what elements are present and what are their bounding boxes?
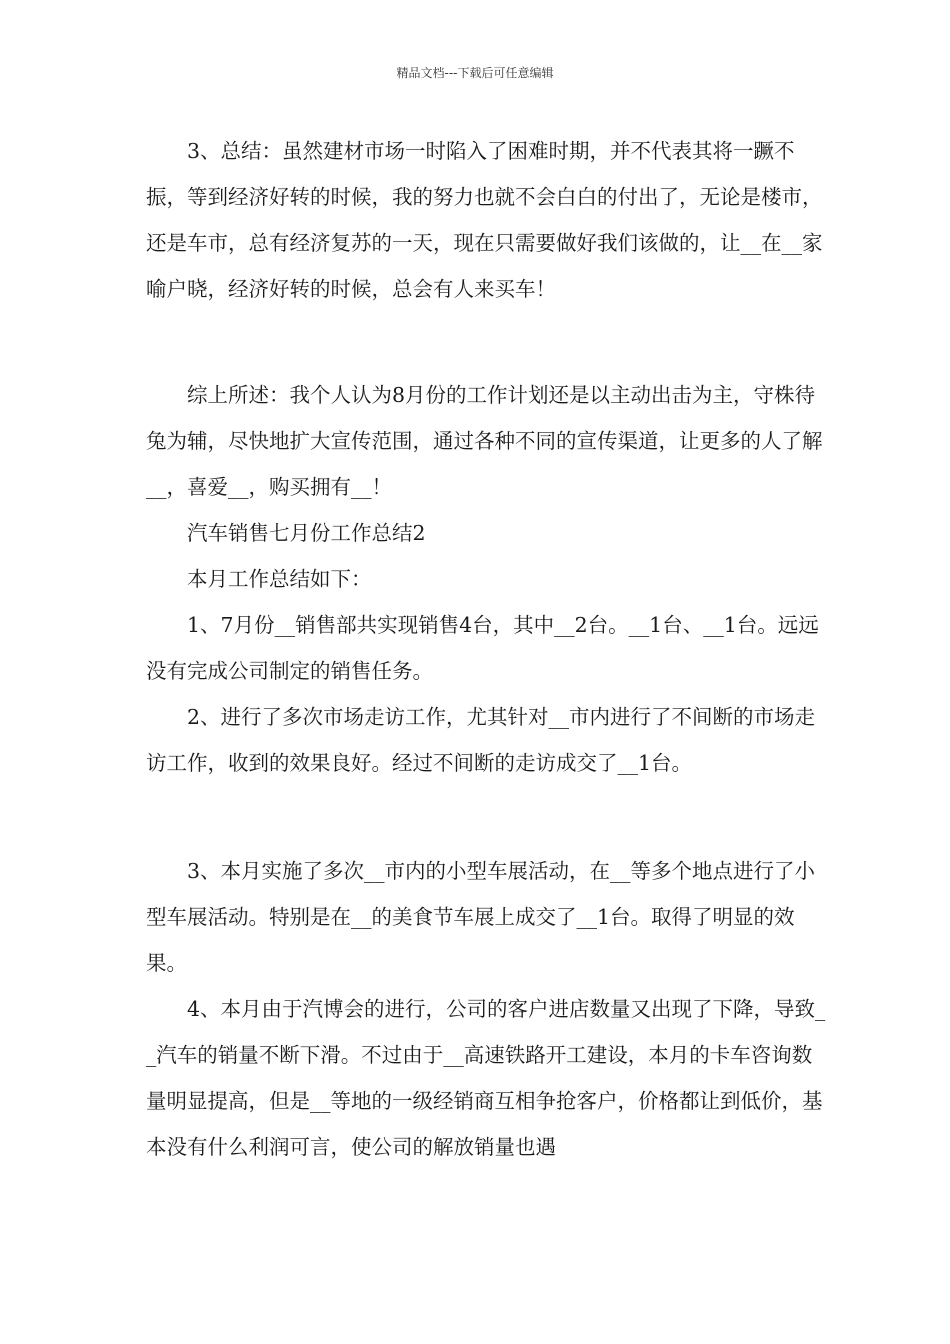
section-intro: 本月工作总结如下：: [187, 567, 372, 591]
header-text: 精品文档---下载后可任意编辑: [396, 66, 554, 80]
paragraph-gap: [146, 786, 826, 848]
list-item-4: 4、本月由于汽博会的进行，公司的客户进店数量又出现了下降，导致__汽车的销量不断下滑。不过由于__高速铁路开工建设，本月的卡车咨询数量明显提高，但是__等地的一级经销商互相争抢客户，价格都让到低价，基本没有什么利润可言，使公司的解放销量也遇: [146, 997, 826, 1159]
page-header: [0, 65, 950, 81]
list-item-1: 1、7月份__销售部共实现销售4台，其中__2台。__1台、__1台。远远没有完成公司制定的销售任务。: [146, 613, 819, 683]
section-title: 汽车销售七月份工作总结2: [187, 521, 426, 545]
list-item-3: 3、本月实施了多次__市内的小型车展活动，在__等多个地点进行了小型车展活动。特别是在__的美食节车展上成交了__1台。取得了明显的效果。: [146, 859, 816, 975]
paragraph-summary-3: 3、总结：虽然建材市场一时陷入了困难时期，并不代表其将一蹶不振，等到经济好转的时候，我的努力也就不会白白的付出了，无论是楼市，还是车市，总有经济复苏的一天，现在只需要做好我们该做的，让__在__家喻户晓，经济好转的时候，总会有人来买车！: [146, 139, 823, 301]
document-body: [146, 128, 826, 1170]
paragraph-conclusion: 综上所述：我个人认为8月份的工作计划还是以主动出击为主，守株待兔为辅，尽快地扩大宣传范围，通过各种不同的宣传渠道，让更多的人了解__，喜爱__，购买拥有__！: [146, 383, 823, 499]
paragraph-gap: [146, 312, 826, 372]
list-item-2: 2、进行了多次市场走访工作，尤其针对__市内进行了不间断的市场走访工作，收到的效果良好。经过不间断的走访成交了__1台。: [146, 705, 816, 775]
